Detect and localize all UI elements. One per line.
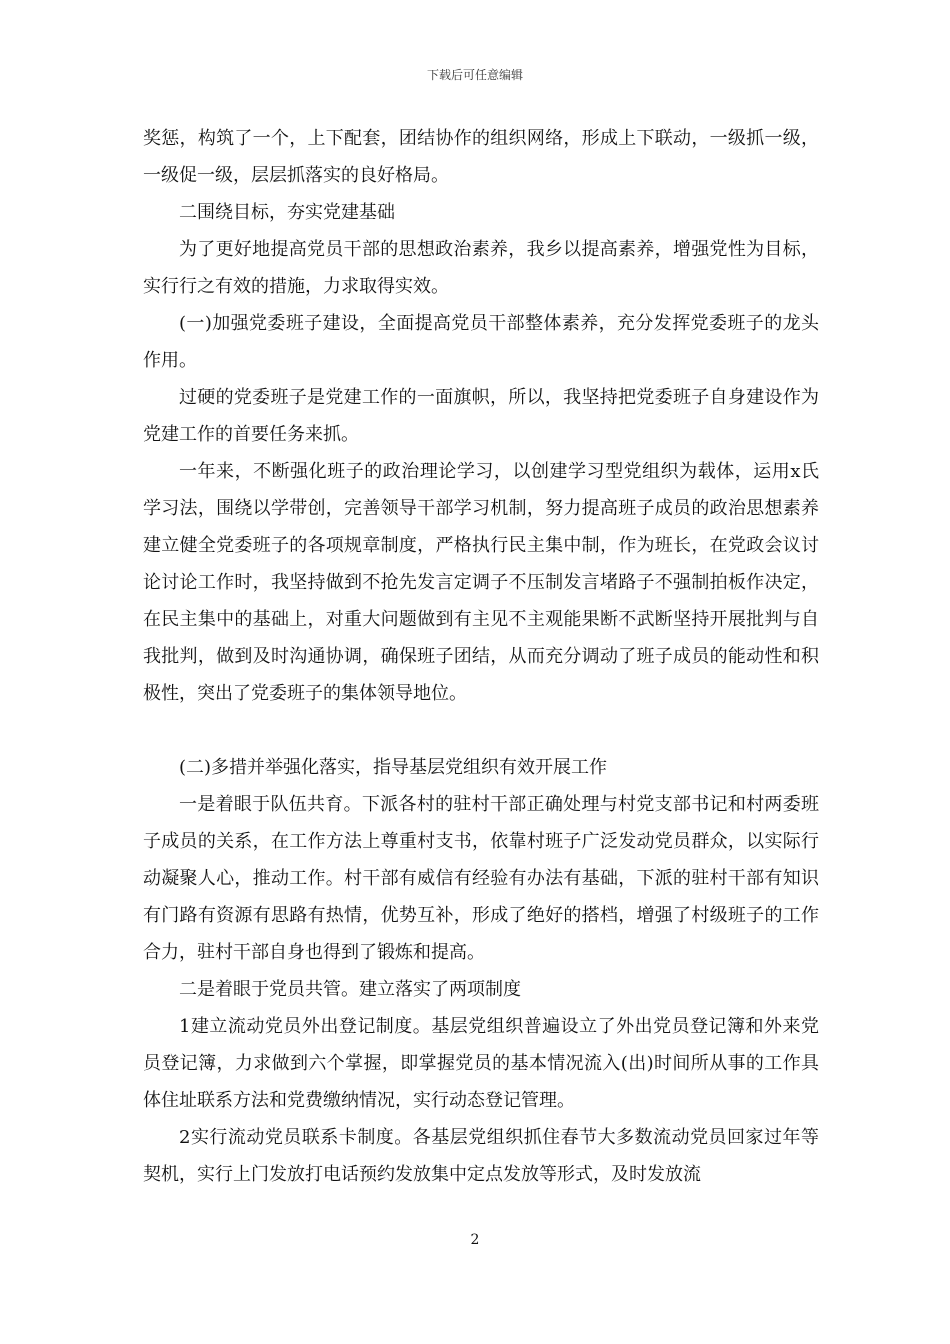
subsection-heading-2: (二)多措并举强化落实，指导基层党组织有效开展工作 [179, 757, 608, 778]
document-body [143, 120, 819, 1193]
paragraph-10: 1建立流动党员外出登记制度。基层党组织普遍设立了外出党员登记簿和外来党员登记簿，力求做到六个掌握，即掌握党员的基本情况流入(出)时间所从事的工作具体住址联系方法和党费缴纳情况，实行动态登记管理。 [143, 1016, 819, 1111]
subsection-heading-1: (一)加强党委班子建设，全面提高党员干部整体素养，充分发挥党委班子的龙头作用。 [143, 313, 819, 371]
section-heading-2: 二围绕目标，夯实党建基础 [179, 202, 395, 223]
paragraph-5: 过硬的党委班子是党建工作的一面旗帜，所以，我坚持把党委班子自身建设作为党建工作的首要任务来抓。 [143, 387, 819, 445]
page-header: 下载后可任意编辑 [426, 68, 523, 82]
paragraph-3: 为了更好地提高党员干部的思想政治素养，我乡以提高素养，增强党性为目标，实行行之有效的措施，力求取得实效。 [143, 239, 819, 297]
paragraph-6: 一年来，不断强化班子的政治理论学习，以创建学习型党组织为载体，运用x氏学习法，围绕以学带创，完善领导干部学习机制，努力提高班子成员的政治思想素养建立健全党委班子的各项规章制度，严格执行民主集中制，作为班长，在党政会议讨论讨论工作时，我坚持做到不抢先发言定调子不压制发言堵路子不强制拍板作决定，在民主集中的基础上，对重大问题做到有主见不主观能果断不武断坚持开展批判与自我批判，做到及时沟通协调，确保班子团结，从而充分调动了班子成员的能动性和积极性，突出了党委班子的集体领导地位。 [143, 461, 819, 704]
paragraph-11: 2实行流动党员联系卡制度。各基层党组织抓住春节大多数流动党员回家过年等契机，实行上门发放打电话预约发放集中定点发放等形式，及时发放流 [143, 1127, 819, 1185]
page-number: 2 [470, 1232, 480, 1248]
paragraph-1: 奖惩，构筑了一个，上下配套，团结协作的组织网络，形成上下联动，一级抓一级，一级促一级，层层抓落实的良好格局。 [143, 128, 819, 186]
paragraph-8: 一是着眼于队伍共育。下派各村的驻村干部正确处理与村党支部书记和村两委班子成员的关系，在工作方法上尊重村支书，依靠村班子广泛发动党员群众，以实际行动凝聚人心，推动工作。村干部有威信有经验有办法有基础，下派的驻村干部有知识有门路有资源有思路有热情，优势互补，形成了绝好的搭档，增强了村级班子的工作合力，驻村干部自身也得到了锻炼和提高。 [143, 794, 819, 963]
paragraph-9: 二是着眼于党员共管。建立落实了两项制度 [179, 979, 521, 1000]
